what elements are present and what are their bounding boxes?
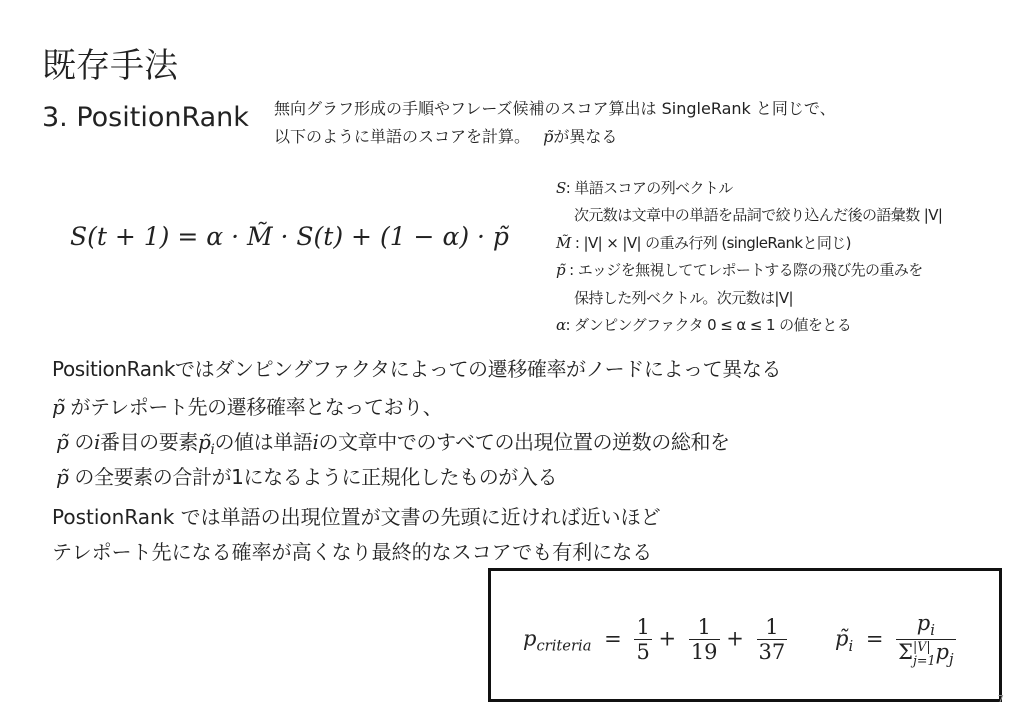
note-text: : エッジを無視しててレポートする際の飛び先の重みを: [565, 261, 923, 279]
main-equation: S(t + 1) = α · M̃ · S(t) + (1 − α) · p̃: [70, 222, 509, 251]
subscript-i: i: [930, 622, 935, 640]
numerator: [896, 611, 955, 640]
plus-sign: +: [658, 626, 677, 651]
note-text: 保持した列ベクトル。次元数は|V|: [574, 289, 793, 307]
sum-lower: j=1: [913, 652, 936, 668]
paragraph: テレポート先になる確率が高くなり最終的なスコアでも有利になる: [52, 540, 653, 564]
denominator: 19: [690, 640, 718, 664]
section-subtitle: 3. PositionRank: [42, 102, 249, 133]
note-line: [574, 204, 942, 225]
note-line: [574, 287, 793, 308]
sum-symbol: Σ: [898, 640, 913, 665]
index-i: i: [312, 430, 319, 454]
fraction: [757, 615, 788, 664]
criteria-subscript: criteria: [536, 637, 592, 655]
equals-sign: =: [865, 626, 884, 651]
note-text: : 単語スコアの列ベクトル: [565, 179, 733, 197]
note-symbol: M̃: [556, 234, 571, 252]
paragraph-text: 番目の要素: [99, 430, 198, 454]
note-text: : ダンピングファクタ 0 ≤ α ≤ 1 の値をとる: [565, 316, 852, 334]
paragraph-text: の全要素の合計が1になるように正規化したものが入る: [68, 465, 558, 489]
p-tilde-symbol: p̃: [56, 430, 69, 454]
formula-box: [488, 568, 1002, 702]
note-line: [556, 177, 733, 198]
note-line: [556, 232, 851, 253]
subscript-i: i: [210, 442, 215, 458]
denominator: 37: [758, 640, 786, 664]
fraction: [689, 615, 720, 664]
numerator: 1: [689, 615, 720, 640]
p-criteria-formula: [523, 615, 787, 664]
p-tilde-symbol: p̃: [52, 395, 65, 419]
note-text: : |V| × |V| の重み行列 (singleRankと同じ): [570, 234, 851, 252]
p-symbol: p: [916, 611, 931, 635]
plus-sign: +: [726, 626, 744, 651]
note-text: 次元数は文章中の単語を品詞で絞り込んだ後の語彙数 |V|: [574, 206, 943, 224]
fraction: [896, 611, 955, 668]
description-line-2: [274, 124, 617, 147]
subscript-i: i: [848, 637, 854, 655]
p-tilde-symbol: p̃: [56, 465, 69, 489]
description-text: 以下のように単語のスコアを計算。: [274, 127, 531, 146]
p-tilde-i-symbol: p̃: [197, 430, 211, 454]
slide-title: 既存手法: [42, 46, 178, 86]
denominator: 5: [636, 640, 650, 664]
paragraph: [52, 391, 442, 420]
subscript-j: j: [948, 651, 954, 669]
paragraph-text: の: [68, 430, 94, 454]
denominator: [896, 640, 955, 668]
sum-limits: [913, 640, 935, 666]
paragraph: [56, 461, 557, 490]
page-number: 7: [997, 694, 1004, 705]
note-line: [556, 259, 923, 280]
paragraph: PostionRank では単語の出現位置が文書の先頭に近ければ近いほど: [52, 505, 661, 529]
description-text: が異なる: [553, 127, 618, 146]
sum-upper: |V|: [913, 639, 931, 655]
index-i: i: [93, 430, 100, 454]
note-line: [556, 314, 851, 335]
note-symbol: p̃: [556, 261, 566, 279]
paragraph: PositionRankではダンピングファクタによっての遷移確率がノードによって異なる: [52, 357, 782, 381]
numerator: 1: [757, 615, 788, 640]
paragraph: [56, 426, 730, 458]
p-tilde-i-formula: [835, 611, 956, 668]
numerator: 1: [636, 615, 650, 639]
p-symbol: p: [523, 626, 537, 651]
equals-sign: =: [604, 626, 622, 651]
p-tilde-symbol: p̃: [543, 127, 554, 146]
note-symbol: α: [556, 316, 566, 334]
paragraph-text: の文章中でのすべての出現位置の逆数の総和を: [318, 430, 730, 454]
p-symbol: p: [935, 640, 949, 665]
paragraph-text: の値は単語: [214, 430, 313, 454]
p-tilde-symbol: p̃: [835, 626, 849, 651]
fraction: [634, 615, 651, 664]
note-symbol: S: [556, 179, 566, 197]
description-line-1: 無向グラフ形成の手順やフレーズ候補のスコア算出は SingleRank と同じで、: [274, 99, 836, 118]
paragraph-text: がテレポート先の遷移確率となっており、: [64, 395, 443, 419]
